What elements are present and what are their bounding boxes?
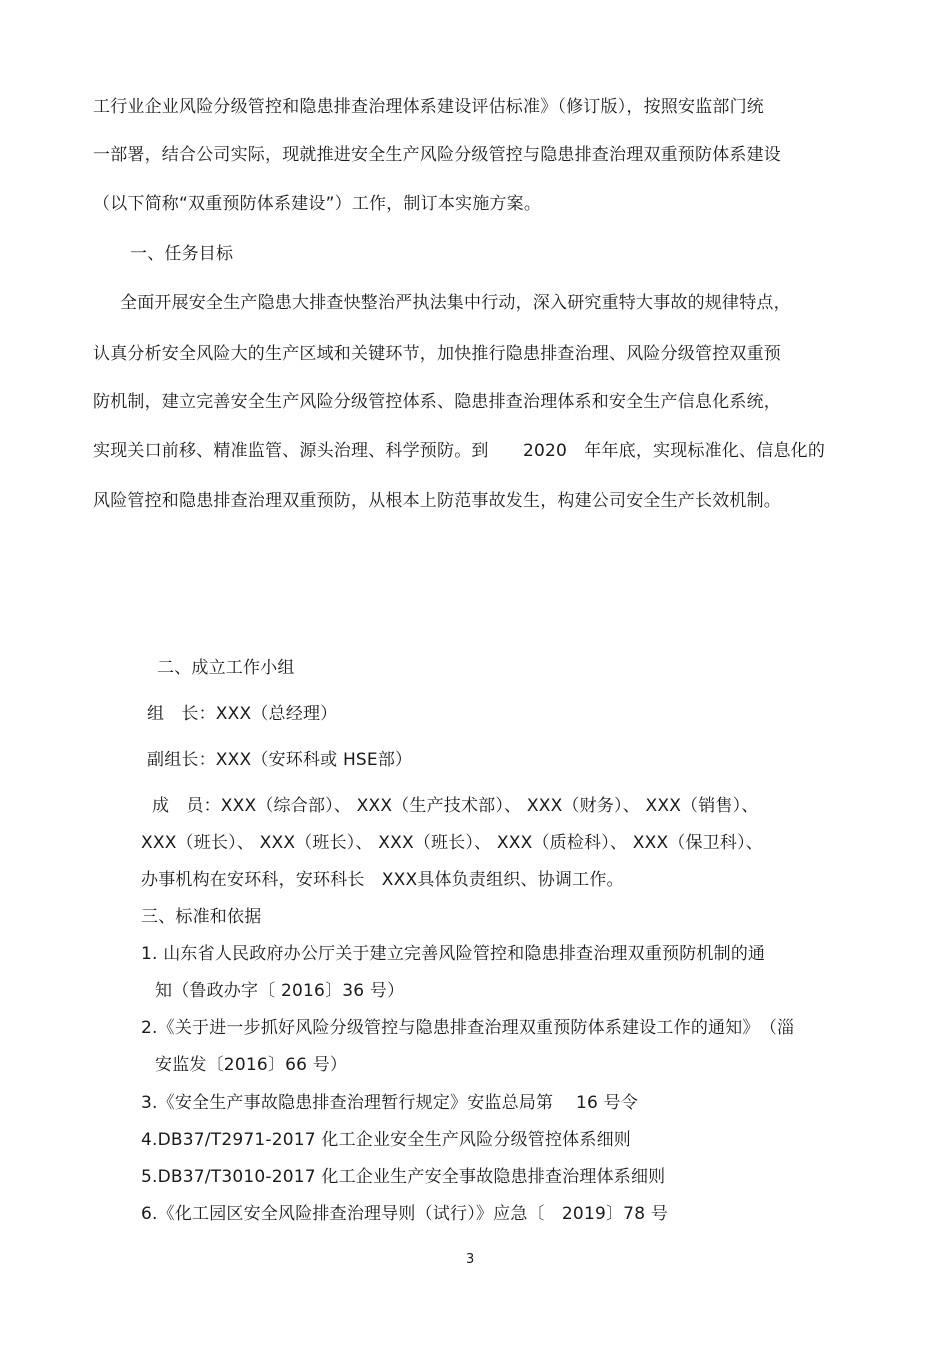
paragraph-line: 认真分析安全风险大的生产区域和关键环节，加快推行隐患排查治理、风险分级管控双重预: [93, 344, 781, 364]
section-heading: 一、任务目标: [130, 244, 234, 264]
team-leader: 组 长：XXX（总经理）: [147, 704, 338, 724]
team-members: XXX（班长）、 XXX（班长）、 XXX（班长）、 XXX（质检科）、 XXX（保卫科）、: [141, 833, 764, 853]
reference-item: 知（鲁政办字〔 2016〕36 号）: [155, 981, 405, 1001]
page-number: 3: [466, 1252, 475, 1267]
section-heading: 二、成立工作小组: [157, 658, 295, 678]
paragraph-line: 工行业企业风险分级管控和隐患排查治理体系建设评估标准》（修订版），按照安监部门统: [93, 97, 764, 117]
reference-item: 1. 山东省人民政府办公厅关于建立完善风险管控和隐患排查治理双重预防机制的通: [141, 944, 766, 964]
team-deputy: 副组长：XXX（安环科或 HSE部）: [147, 750, 413, 770]
reference-item: 2.《关于进一步抓好风险分级管控与隐患排查治理双重预防体系建设工作的通知》 （淄: [141, 1018, 795, 1038]
section-heading: 三、标准和依据: [141, 907, 262, 927]
paragraph-line: （以下简称“双重预防体系建设”）工作，制订本实施方案。: [93, 194, 542, 214]
paragraph-line: 一部署，结合公司实际，现就推进安全生产风险分级管控与隐患排查治理双重预防体系建设: [93, 145, 781, 165]
reference-item: 安监发〔2016〕66 号）: [155, 1055, 348, 1075]
reference-item: 5.DB37/T3010-2017 化工企业生产安全事故隐患排查治理体系细则: [141, 1167, 666, 1187]
paragraph-line: 全面开展安全生产隐患大排查快整治严执法集中行动，深入研究重特大事故的规律特点，: [120, 293, 791, 313]
paragraph-line: 风险管控和隐患排查治理双重预防，从根本上防范事故发生，构建公司安全生产长效机制。: [93, 491, 781, 511]
team-members: 成 员：XXX（综合部）、 XXX（生产技术部）、 XXX（财务）、 XXX（销售）、: [152, 796, 759, 816]
reference-item: 3.《安全生产事故隐患排查治理暂行规定》安监总局第 16 号令: [141, 1093, 639, 1113]
paragraph-line: 防机制，建立完善安全生产风险分级管控体系、隐患排查治理体系和安全生产信息化系统，: [93, 392, 781, 412]
paragraph-line: 实现关口前移、精准监管、源头治理、科学预防。到 2020 年年底，实现标准化、信息化的: [93, 441, 826, 461]
reference-item: 4.DB37/T2971-2017 化工企业安全生产风险分级管控体系细则: [141, 1130, 631, 1150]
reference-item: 6.《化工园区安全风险排查治理导则（试行）》应急〔 2019〕78 号: [141, 1204, 669, 1224]
team-office: 办事机构在安环科，安环科长 XXX具体负责组织、协调工作。: [141, 870, 624, 890]
